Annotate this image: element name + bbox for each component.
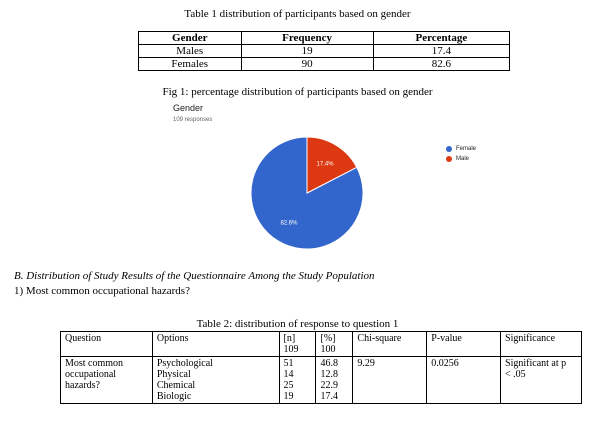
question-line: hazards? (65, 380, 100, 391)
header-p-value: P-value (427, 332, 501, 357)
cell-pct-values (316, 357, 353, 404)
n-value: 19 (283, 391, 294, 402)
cell-percentage: 82.6 (373, 58, 509, 71)
chart-title: Gender (173, 103, 204, 113)
cell-n-values (279, 357, 316, 404)
cell-significance (501, 357, 582, 404)
section-heading-b: B. Distribution of Study Results of the Questionnaire Among the Study Population (14, 270, 375, 282)
header-gender: Gender (139, 32, 242, 45)
header-n-label: [n] (283, 333, 296, 344)
table1-caption: Table 1 distribution of participants based on gender (184, 8, 411, 20)
pct-value: 22.9 (320, 380, 338, 391)
header-chi-square: Chi-square (353, 332, 427, 357)
question-line: Most common (65, 358, 124, 369)
legend-item-male (446, 154, 476, 164)
header-pct-label: [%] (320, 333, 336, 344)
pct-value: 12.8 (320, 369, 338, 380)
chart-subtitle: 109 responses (173, 117, 213, 123)
n-value: 14 (283, 369, 294, 380)
cell-chi-square: 9.29 (353, 357, 427, 404)
option-item: Chemical (156, 380, 196, 391)
legend-swatch-male (446, 156, 452, 162)
pie-slice-label: 17.4% (316, 161, 334, 168)
table-header-row (61, 332, 582, 357)
chart-legend (446, 144, 476, 164)
cell-frequency: 19 (241, 45, 373, 58)
n-value: 51 (283, 358, 294, 369)
header-frequency: Frequency (241, 32, 373, 45)
pct-value: 46.8 (320, 358, 338, 369)
legend-item-female (446, 144, 476, 154)
cell-frequency: 90 (241, 58, 373, 71)
header-question: Question (61, 332, 153, 357)
header-options: Options (152, 332, 279, 357)
option-item: Biologic (156, 391, 192, 402)
header-pct-total: 100 (320, 344, 336, 355)
header-percentage: Percentage (373, 32, 509, 45)
figure-caption: Fig 1: percentage distribution of participants based on gender (162, 86, 433, 98)
cell-gender: Females (139, 58, 242, 71)
option-item: Physical (156, 369, 191, 380)
option-item: Psychological (156, 358, 213, 369)
question-heading: 1) Most common occupational hazards? (14, 285, 190, 297)
significance-line: Significant at p (505, 358, 567, 369)
cell-question (61, 357, 153, 404)
question-line: occupational (65, 369, 117, 380)
cell-gender: Males (139, 45, 242, 58)
n-value: 25 (283, 380, 294, 391)
pct-value: 17.4 (320, 391, 338, 402)
legend-swatch-female (446, 146, 452, 152)
response-table (60, 331, 582, 404)
header-n (279, 332, 316, 357)
pie-slice-label: 82.6% (280, 220, 298, 227)
cell-p-value: 0.0256 (427, 357, 501, 404)
header-n-total: 109 (283, 344, 299, 355)
cell-percentage: 17.4 (373, 45, 509, 58)
legend-label-male: Male (456, 156, 470, 162)
table2-caption: Table 2: distribution of response to question 1 (196, 318, 399, 330)
significance-line: < .05 (505, 369, 526, 380)
header-pct (316, 332, 353, 357)
header-significance: Significance (501, 332, 582, 357)
cell-options (152, 357, 279, 404)
table-row (61, 357, 582, 404)
legend-label-female: Female (456, 146, 477, 152)
